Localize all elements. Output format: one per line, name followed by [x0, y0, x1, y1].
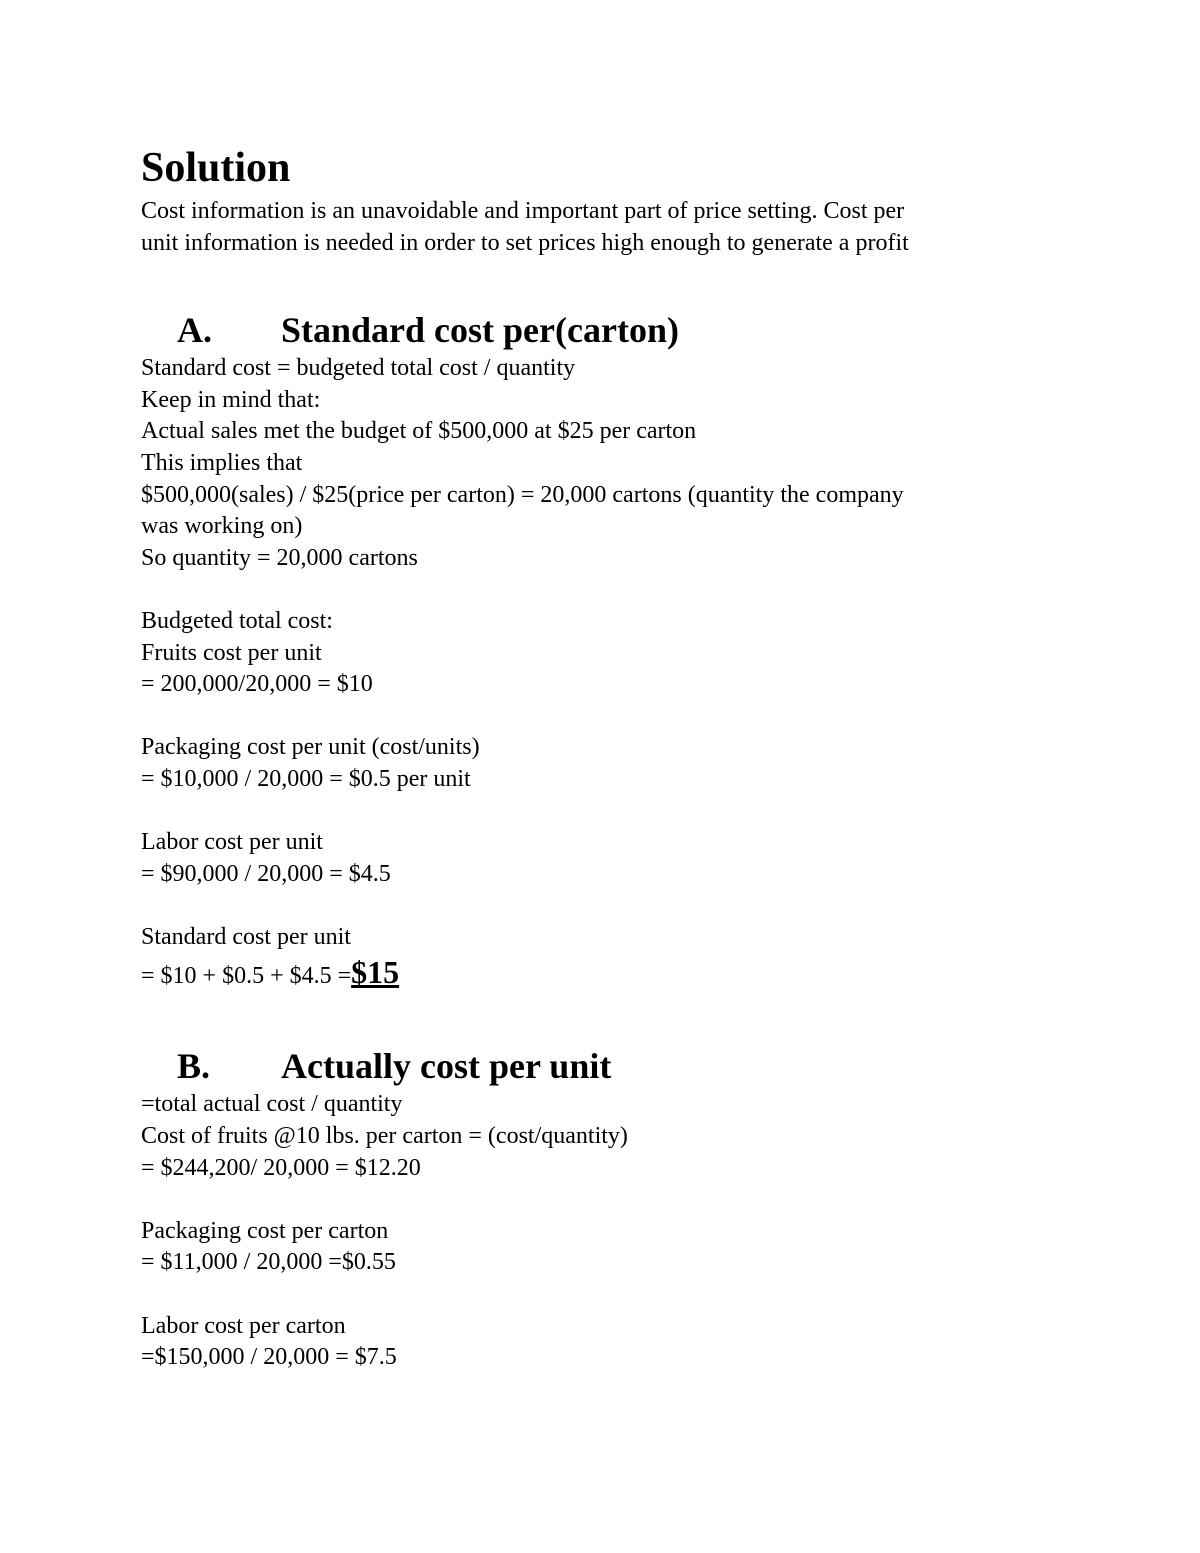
actual-packaging-calc: = $11,000 / 20,000 =$0.55	[141, 1249, 396, 1276]
labor-cost-calc: = $90,000 / 20,000 = $4.5	[141, 860, 391, 887]
section-a-title: Standard cost per(carton)	[281, 310, 679, 351]
intro-line-1: Cost information is an unavoidable and important part of price setting. Cost per	[141, 198, 905, 224]
spacer	[141, 1184, 1041, 1216]
section-a-line-1: Standard cost = budgeted total cost / quantity	[141, 355, 576, 382]
section-a-line-4: This implies that	[141, 449, 303, 476]
packaging-cost-calc: = $10,000 / 20,000 = $0.5 per unit	[141, 765, 471, 792]
section-a-heading	[141, 307, 1041, 353]
packaging-cost-label: Packaging cost per unit (cost/units)	[141, 734, 480, 761]
section-b-line-3: = $244,200/ 20,000 = $12.20	[141, 1154, 421, 1181]
section-b-line-1: =total actual cost / quantity	[141, 1091, 403, 1118]
actual-labor-label: Labor cost per carton	[141, 1312, 346, 1339]
spacer	[141, 995, 1041, 1043]
section-b-heading	[141, 1043, 1041, 1089]
actual-labor-calc: =$150,000 / 20,000 = $7.5	[141, 1344, 397, 1371]
spacer	[141, 574, 1041, 606]
budget-heading: Budgeted total cost:	[141, 607, 333, 634]
spacer	[141, 890, 1041, 922]
spacer	[141, 259, 1041, 307]
section-b-letter: B.	[177, 1046, 211, 1087]
spacer	[141, 701, 1041, 733]
intro-line-2: unit information is needed in order to set prices high enough to generate a profit	[141, 229, 909, 256]
document-title: Solution	[141, 145, 291, 191]
actual-packaging-label: Packaging cost per carton	[141, 1217, 389, 1244]
section-b-title: Actually cost per unit	[281, 1046, 612, 1087]
spacer	[141, 796, 1041, 828]
section-a-letter: A.	[177, 310, 212, 351]
section-a-line-2: Keep in mind that:	[141, 386, 321, 413]
standard-cost-total: $15	[351, 954, 400, 991]
section-a-line-5: $500,000(sales) / $25(price per carton) = 20,000 cartons (quantity the company	[141, 481, 904, 508]
section-a-line-7: So quantity = 20,000 cartons	[141, 544, 418, 571]
section-a-line-3: Actual sales met the budget of $500,000 at $25 per carton	[141, 418, 697, 445]
fruits-cost-label: Fruits cost per unit	[141, 639, 322, 666]
standard-cost-label: Standard cost per unit	[141, 923, 351, 950]
fruits-cost-calc: = 200,000/20,000 = $10	[141, 671, 373, 698]
section-b-line-2: Cost of fruits @10 lbs. per carton = (cost/quantity)	[141, 1123, 628, 1150]
standard-cost-formula: = $10 + $0.5 + $4.5 =	[141, 963, 352, 990]
section-a-line-6: was working on)	[141, 513, 303, 540]
spacer	[141, 1279, 1041, 1311]
document-page	[141, 140, 1041, 1374]
labor-cost-label: Labor cost per unit	[141, 829, 323, 856]
standard-cost-calc	[141, 953, 1041, 995]
